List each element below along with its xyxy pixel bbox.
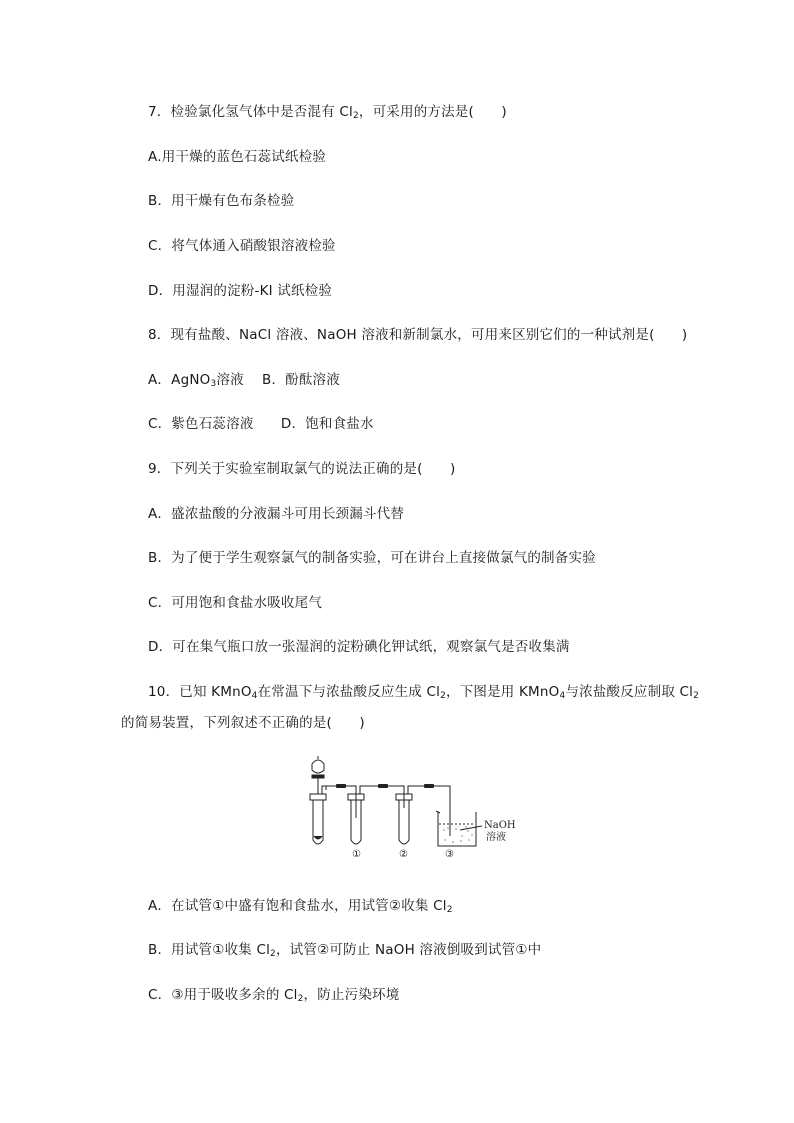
q10-option-b-text: B．用试管①收集 Cl [148,942,271,958]
label-tube-1: ① [352,849,361,860]
q10-stem-line1 [148,683,699,701]
q10-option-b-text-end: ，试管②可防止 NaOH 溶液倒吸到试管①中 [275,942,542,958]
q10-subscript-4: 2 [693,691,700,701]
q8-option-b-text: 溶液 B．酚酞溶液 [216,372,340,388]
q10-subscript-1: 4 [251,691,258,701]
q10-text-2: 在常温下与浓盐酸反应生成 Cl [257,684,441,700]
q10-stem-line2: 的简易装置，下列叙述不正确的是( ) [121,715,365,731]
generator-solid [314,836,322,839]
q7-option-c: C．将气体通入硝酸银溶液检验 [148,238,336,254]
q9-option-a: A．盛浓盐酸的分液漏斗可用长颈漏斗代替 [148,506,405,522]
q10-option-c-text: C．③用于吸收多余的 Cl [148,987,298,1003]
connector-tube2-beaker [408,786,450,836]
q9-option-b: B．为了便于学生观察氯气的制备实验，可在讲台上直接做氯气的制备实验 [148,550,596,566]
q8-options-cd: C．紫色石蕊溶液 D．饱和食盐水 [148,416,374,432]
label-leader [460,826,482,830]
q10-subscript-3: 4 [559,691,566,701]
q7-stem-text: 7．检验氯化氢气体中是否混有 Cl [148,104,353,120]
q10-option-a [148,897,453,915]
q7-stem [148,103,507,121]
q10-option-a-subscript: 2 [446,905,453,915]
q8-option-a-subscript: 3 [210,379,217,389]
q10-option-c-text-end: ，防止污染环境 [303,987,400,1003]
q10-text-1: 10．已知 KMnO [148,684,252,700]
q8-stem: 8．现有盐酸、NaCl 溶液、NaOH 溶液和新制氯水，可用来区别它们的一种试剂是( ) [148,327,688,343]
label-beaker: ③ [445,849,454,860]
q10-subscript-2: 2 [440,691,446,701]
q7-stem-subscript: 2 [352,111,359,121]
q7-option-a: A.用干燥的蓝色石蕊试纸检验 [148,149,327,165]
label-tube-2: ② [399,849,408,860]
q10-option-c-subscript: 2 [297,994,304,1004]
q8-options-ab [148,371,340,389]
funnel-stopcock [312,775,324,778]
q8-option-a-text: A．AgNO [148,372,211,388]
q7-option-d: D．用湿润的淀粉-KI 试纸检验 [148,283,333,299]
q9-stem: 9．下列关于实验室制取氯气的说法正确的是( ) [148,461,456,477]
stopper-generator [310,794,326,800]
q7-option-b: B．用干燥有色布条检验 [148,193,295,209]
q9-option-c: C．可用饱和食盐水吸收尾气 [148,595,323,611]
q10-text-3: ，下图是用 KMnO [446,684,560,700]
apparatus-figure [298,756,520,864]
q7-stem-text-end: ，可采用的方法是( ) [358,104,507,120]
separatory-funnel-bulb [312,760,324,773]
label-solution: 溶液 [486,832,506,843]
q10-option-c [148,986,399,1004]
q10-text-4: 与浓盐酸反应制取 Cl [565,684,694,700]
apparatus-diagram [298,756,520,864]
q10-option-a-text: A．在试管①中盛有饱和食盐水，用试管②收集 Cl [148,898,447,914]
label-naoh: NaOH [484,820,516,831]
q10-option-b-subscript: 2 [270,949,276,959]
q10-option-b [148,941,541,959]
q9-option-d: D．可在集气瓶口放一张湿润的淀粉碘化钾试纸，观察氯气是否收集满 [148,639,570,655]
